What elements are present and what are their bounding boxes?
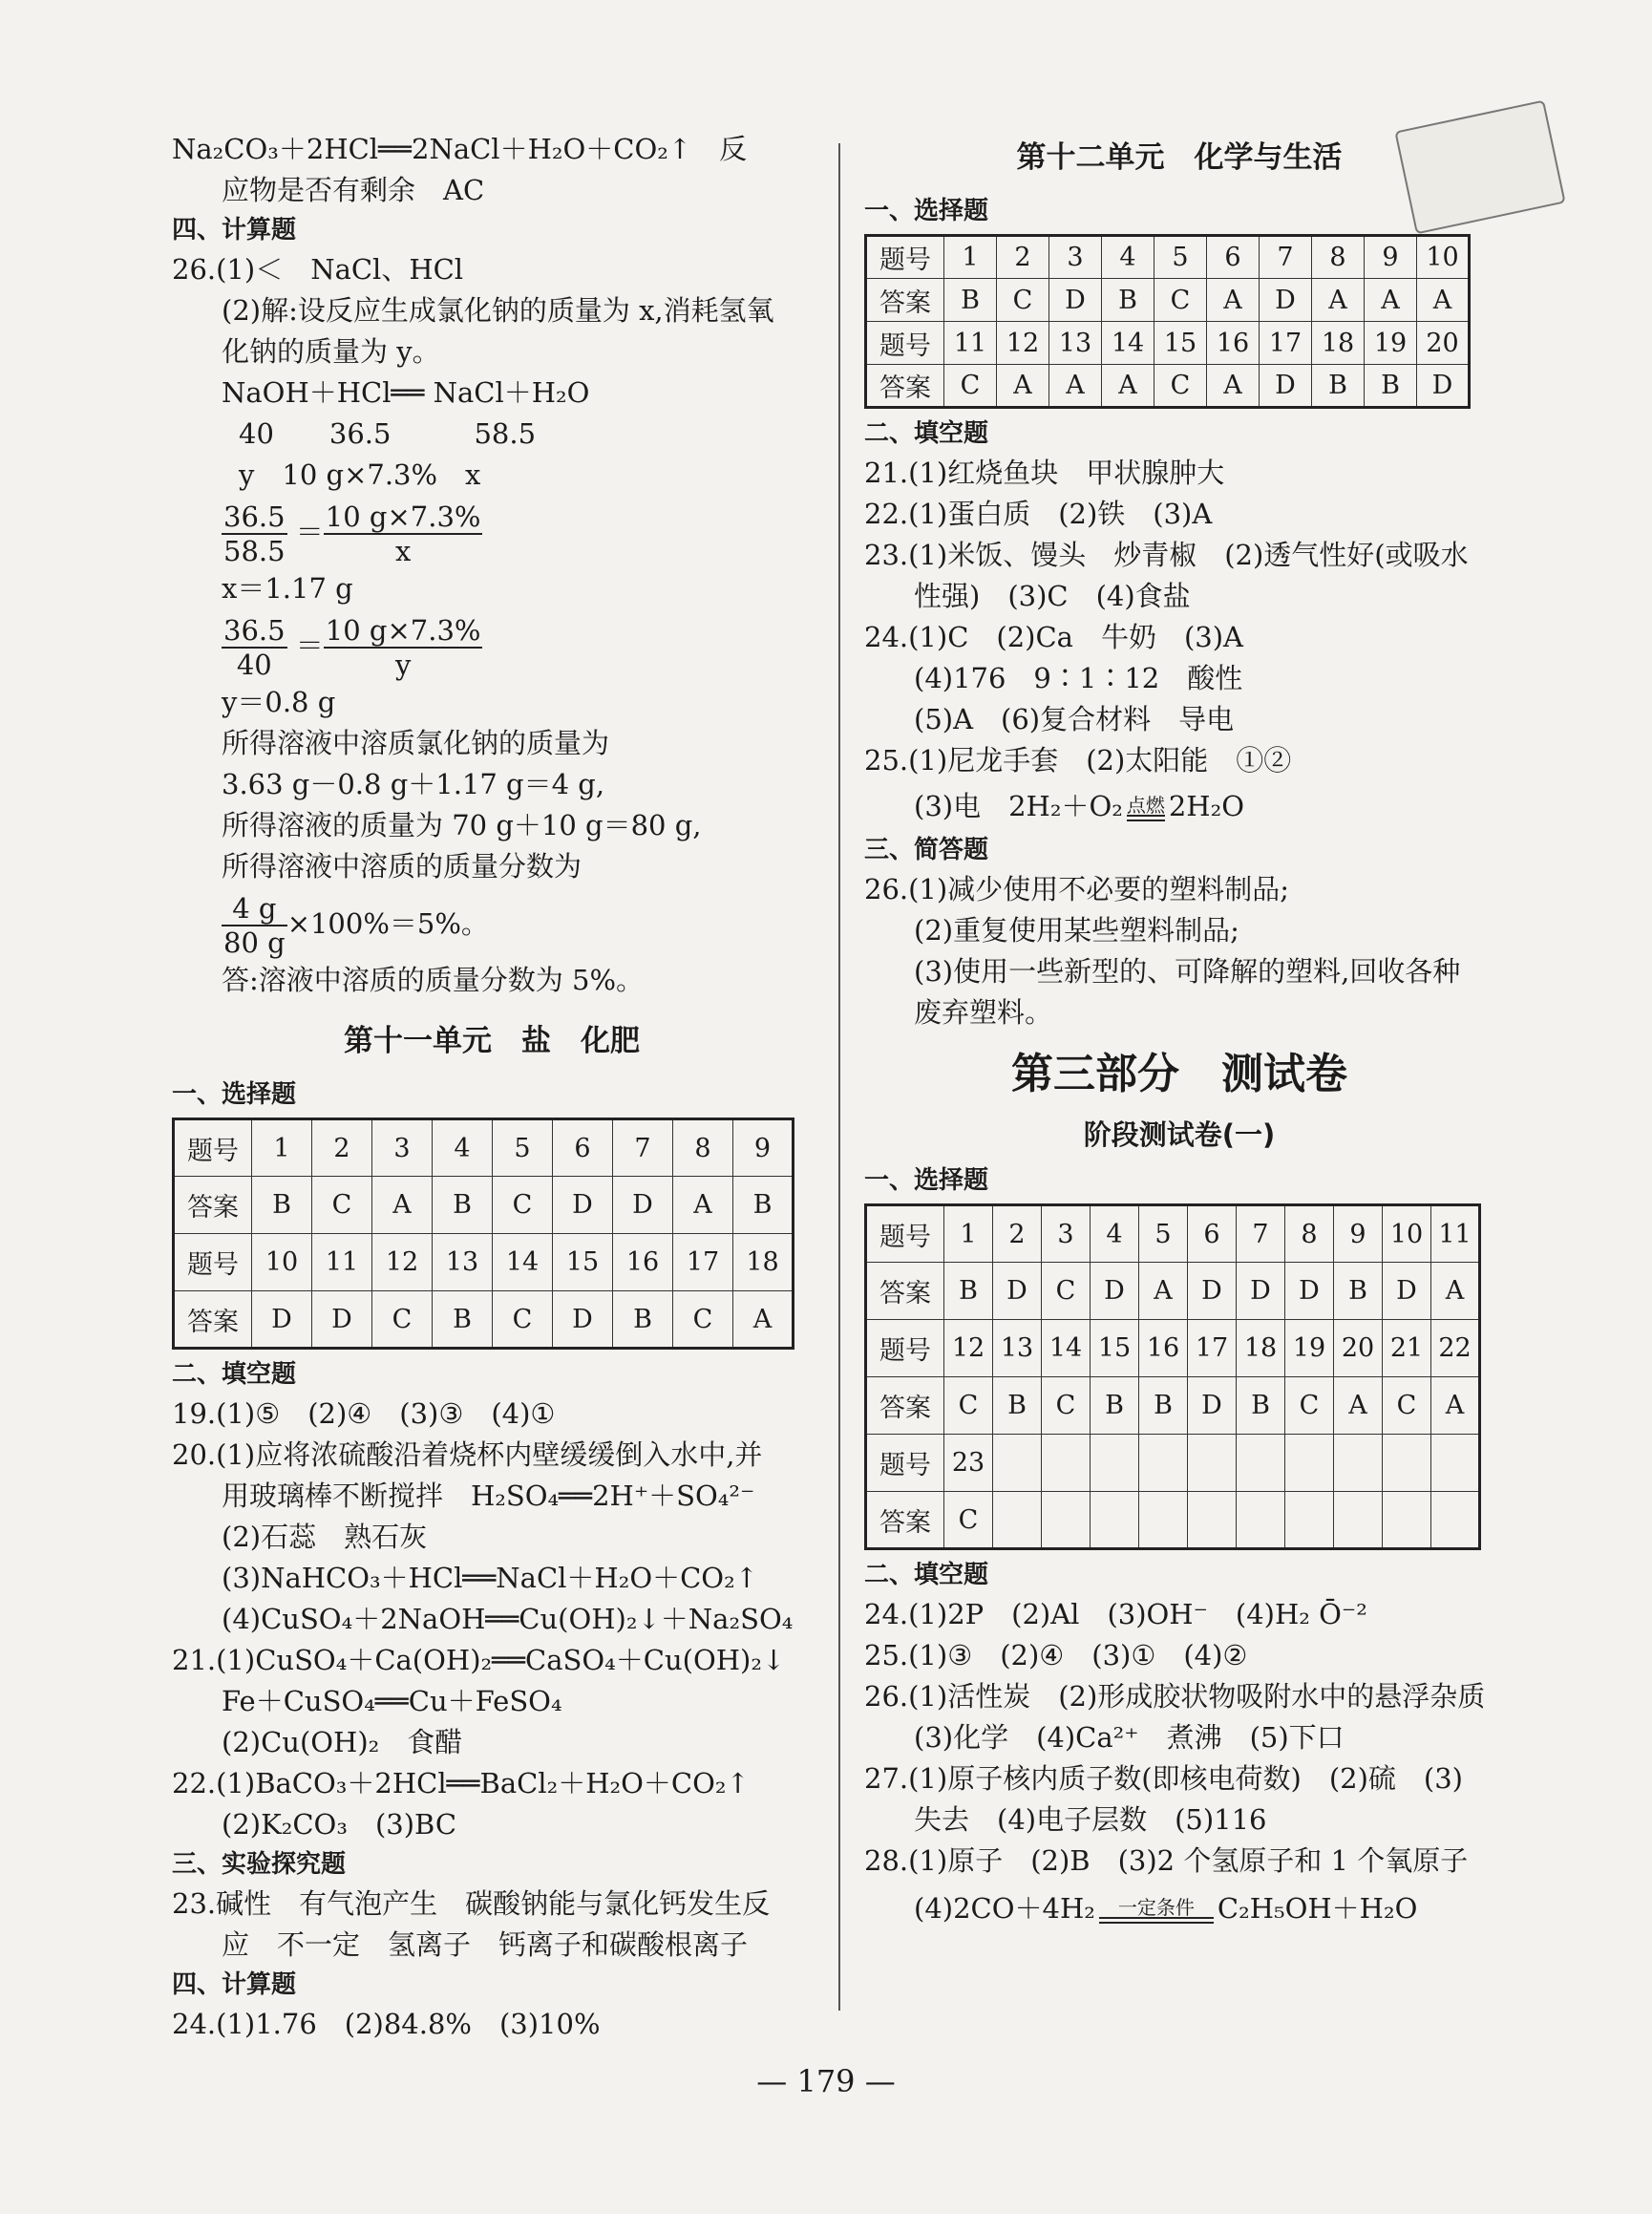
- table-cell: [1334, 1435, 1383, 1492]
- unit-title: 第十一单元 盐 化肥: [344, 1024, 640, 1058]
- table-row: [866, 1435, 1480, 1492]
- table-cell: 17: [1260, 322, 1312, 365]
- table-cell: B: [733, 1177, 794, 1234]
- table-cell: 10: [1383, 1205, 1431, 1263]
- table-cell: B: [252, 1177, 312, 1234]
- table-cell: 8: [1285, 1205, 1334, 1263]
- table-cell: C: [372, 1291, 433, 1349]
- table-cell: 5: [1139, 1205, 1188, 1263]
- table-cell: B: [993, 1377, 1042, 1435]
- table-cell: A: [1207, 365, 1260, 408]
- text-line: 23.碱性 有气泡产生 碳酸钠能与氯化钙发生反: [172, 1887, 771, 1920]
- table-cell: 19: [1285, 1320, 1334, 1377]
- text-line: 化钠的质量为 y。: [222, 335, 440, 368]
- table-cell: C: [944, 1492, 993, 1549]
- text-line: 所得溶液中溶质氯化钠的质量为: [222, 727, 610, 759]
- table-row-header: 题号: [174, 1119, 252, 1177]
- table-cell: [1431, 1492, 1480, 1549]
- table-row: [866, 236, 1470, 279]
- table-cell: A: [673, 1177, 733, 1234]
- table-cell: C: [673, 1291, 733, 1349]
- page-number-value: 179: [796, 2063, 856, 2099]
- table-cell: 21: [1383, 1320, 1431, 1377]
- equation-right: 2H₂O: [1168, 790, 1245, 822]
- table-cell: A: [1312, 279, 1365, 322]
- table-cell: D: [1383, 1263, 1431, 1320]
- fraction-denominator: 40: [236, 649, 272, 681]
- table-cell: 4: [1091, 1205, 1139, 1263]
- text-line: 所得溶液中溶质的质量分数为: [222, 850, 582, 883]
- table-cell: D: [553, 1177, 613, 1234]
- text-line: (3)使用一些新型的、可降解的塑料,回收各种: [914, 955, 1461, 988]
- text-line: y 10 g×7.3% x: [239, 458, 481, 491]
- table-cell: D: [1188, 1377, 1237, 1435]
- section-title: 一、选择题: [172, 1080, 297, 1109]
- text-line: 26.(1)＜ NaCl、HCl: [172, 253, 464, 286]
- table-cell: 14: [1102, 322, 1154, 365]
- fraction-numerator: 10 g×7.3%: [325, 500, 481, 533]
- answer-table: [864, 1203, 1481, 1550]
- table-row-header: 答案: [866, 1492, 944, 1549]
- table-cell: 17: [1188, 1320, 1237, 1377]
- reaction-condition: 点燃: [1126, 793, 1165, 817]
- table-cell: 6: [1207, 236, 1260, 279]
- text-line: (2)K₂CO₃ (3)BC: [222, 1808, 457, 1841]
- table-cell: [1383, 1435, 1431, 1492]
- section-title: 二、填空题: [864, 419, 989, 448]
- table-cell: 15: [1091, 1320, 1139, 1377]
- table-cell: 8: [673, 1119, 733, 1177]
- table-cell: A: [1365, 279, 1417, 322]
- table-cell: 1: [944, 236, 997, 279]
- section-title: 二、填空题: [172, 1360, 297, 1389]
- table-cell: 11: [944, 322, 997, 365]
- text-line: 26.(1)活性炭 (2)形成胶状物吸附水中的悬浮杂质: [864, 1680, 1486, 1713]
- text-line: 应物是否有剩余 AC: [222, 174, 485, 206]
- table-cell: 13: [993, 1320, 1042, 1377]
- equation-line: [864, 1882, 1494, 1935]
- table-cell: C: [997, 279, 1049, 322]
- table-cell: [1285, 1435, 1334, 1492]
- table-cell: 22: [1431, 1320, 1480, 1377]
- table-cell: C: [1285, 1377, 1334, 1435]
- table-cell: 6: [1188, 1205, 1237, 1263]
- text-line: (4)CuSO₄＋2NaOH══Cu(OH)₂↓＋Na₂SO₄: [222, 1603, 794, 1635]
- table-cell: A: [733, 1291, 794, 1349]
- table-cell: 5: [493, 1119, 553, 1177]
- section-title: 三、实验探究题: [172, 1850, 347, 1879]
- fraction-denominator: 80 g: [223, 926, 286, 959]
- table-cell: A: [1334, 1377, 1383, 1435]
- table-row: [174, 1234, 794, 1291]
- table-cell: 14: [1042, 1320, 1091, 1377]
- table-cell: D: [613, 1177, 673, 1234]
- text-line: 22.(1)蛋白质 (2)铁 (3)A: [864, 498, 1213, 530]
- text-line: 40 36.5 58.5: [239, 417, 537, 450]
- fraction-numerator: 36.5: [223, 500, 286, 533]
- table-cell: B: [1091, 1377, 1139, 1435]
- test-title: 阶段测试卷(一): [1083, 1118, 1276, 1151]
- table-row: [866, 1320, 1480, 1377]
- part-title: 第三部分 测试卷: [1011, 1050, 1347, 1098]
- table-cell: A: [1102, 365, 1154, 408]
- fraction-denominator: y: [394, 649, 412, 681]
- fraction-numerator: 36.5: [223, 614, 286, 647]
- table-cell: A: [1417, 279, 1470, 322]
- table-cell: A: [1431, 1377, 1480, 1435]
- table-row: [174, 1119, 794, 1177]
- table-row-header: 答案: [174, 1177, 252, 1234]
- table-cell: 11: [312, 1234, 372, 1291]
- text-line: 28.(1)原子 (2)B (3)2 个氢原子和 1 个氧原子: [864, 1844, 1469, 1877]
- table-cell: B: [1365, 365, 1417, 408]
- table-cell: [1042, 1435, 1091, 1492]
- text-line: 所得溶液的质量为 70 g＋10 g＝80 g,: [222, 809, 702, 841]
- table-cell: D: [1285, 1263, 1334, 1320]
- table-cell: 6: [553, 1119, 613, 1177]
- table-cell: 3: [372, 1119, 433, 1177]
- text-line: 24.(1)2P (2)Al (3)OH⁻ (4)H₂ Ō⁻²: [864, 1598, 1367, 1630]
- equation-left: (3)电 2H₂＋O₂: [914, 790, 1123, 822]
- table-cell: B: [944, 1263, 993, 1320]
- table-row-header: 答案: [866, 279, 944, 322]
- left-column: [172, 129, 812, 2045]
- table-cell: 3: [1042, 1205, 1091, 1263]
- table-cell: D: [1260, 365, 1312, 408]
- table-cell: D: [1260, 279, 1312, 322]
- table-cell: [1139, 1435, 1188, 1492]
- text-line: 26.(1)减少使用不必要的塑料制品;: [864, 873, 1289, 905]
- table-row-header: 题号: [866, 1435, 944, 1492]
- table-cell: B: [1237, 1377, 1285, 1435]
- table-row: [866, 365, 1470, 408]
- equation-right: C₂H₅OH＋H₂O: [1217, 1892, 1418, 1925]
- column-divider: [838, 143, 840, 2011]
- table-row: [866, 1263, 1480, 1320]
- text-line: (3)化学 (4)Ca²⁺ 煮沸 (5)下口: [914, 1721, 1345, 1754]
- table-cell: B: [433, 1291, 493, 1349]
- table-cell: 23: [944, 1435, 993, 1492]
- table-cell: 12: [372, 1234, 433, 1291]
- text-line: 性强) (3)C (4)食盐: [914, 580, 1191, 612]
- table-row-header: 题号: [866, 1205, 944, 1263]
- text-line: (2)重复使用某些塑料制品;: [914, 914, 1239, 947]
- table-cell: D: [553, 1291, 613, 1349]
- table-cell: [1383, 1492, 1431, 1549]
- text-line: 应 不一定 氢离子 钙离子和碳酸根离子: [222, 1928, 749, 1961]
- text-line: (3)NaHCO₃＋HCl══NaCl＋H₂O＋CO₂↑: [222, 1562, 759, 1594]
- right-column: [864, 129, 1494, 1935]
- section-title: 一、选择题: [864, 197, 989, 225]
- table-cell: D: [1188, 1263, 1237, 1320]
- table-row-header: 题号: [866, 322, 944, 365]
- fraction-denominator: x: [394, 535, 412, 567]
- table-cell: 2: [993, 1205, 1042, 1263]
- fraction-tail: ×100%＝5%。: [286, 907, 489, 940]
- table-row: [866, 279, 1470, 322]
- table-cell: D: [252, 1291, 312, 1349]
- table-cell: [1285, 1492, 1334, 1549]
- fraction-equation: $\frac{36.5}{58.5}$ ＝ $\frac{10 g\times 7.3\%}{x}$: [223, 500, 481, 567]
- table-cell: C: [1042, 1263, 1091, 1320]
- table-cell: [1091, 1492, 1139, 1549]
- table-cell: [1188, 1435, 1237, 1492]
- text-line: 24.(1)1.76 (2)84.8% (3)10%: [172, 2008, 601, 2040]
- table-cell: D: [993, 1263, 1042, 1320]
- text-line: 27.(1)原子核内质子数(即核电荷数) (2)硫 (3): [864, 1762, 1463, 1795]
- table-cell: [1237, 1492, 1285, 1549]
- text-line: y＝0.8 g: [222, 686, 336, 718]
- table-cell: 12: [997, 322, 1049, 365]
- text-line: 22.(1)BaCO₃＋2HCl══BaCl₂＋H₂O＋CO₂↑: [172, 1767, 750, 1799]
- table-cell: 2: [997, 236, 1049, 279]
- reaction-condition: 一定条件: [1117, 1895, 1195, 1919]
- table-cell: 1: [252, 1119, 312, 1177]
- text-line: (2)石蕊 熟石灰: [222, 1521, 428, 1553]
- text-line: 25.(1)尼龙手套 (2)太阳能 ①②: [864, 744, 1292, 777]
- text-line: x＝1.17 g: [222, 572, 353, 605]
- table-cell: 1: [944, 1205, 993, 1263]
- table-cell: B: [1312, 365, 1365, 408]
- text-line: 废弃塑料。: [914, 996, 1053, 1029]
- text-line: 21.(1)CuSO₄＋Ca(OH)₂══CaSO₄＋Cu(OH)₂↓: [172, 1644, 786, 1676]
- text-line: NaOH＋HCl══ NaCl＋H₂O: [222, 376, 590, 409]
- table-cell: [993, 1492, 1042, 1549]
- fraction-equation: [172, 887, 812, 960]
- text-line: 23.(1)米饭、馒头 炒青椒 (2)透气性好(或吸水: [864, 539, 1469, 571]
- table-cell: 15: [1154, 322, 1207, 365]
- table-cell: 13: [1049, 322, 1102, 365]
- table-cell: 13: [433, 1234, 493, 1291]
- fraction-numerator: 10 g×7.3%: [325, 614, 481, 647]
- table-cell: 18: [1312, 322, 1365, 365]
- table-cell: B: [944, 279, 997, 322]
- section-title: 四、计算题: [172, 1970, 297, 1999]
- table-cell: A: [372, 1177, 433, 1234]
- table-cell: 8: [1312, 236, 1365, 279]
- text-line: 3.63 g－0.8 g＋1.17 g＝4 g,: [222, 768, 605, 800]
- text-line: 25.(1)③ (2)④ (3)① (4)②: [864, 1639, 1248, 1671]
- text-line: Na₂CO₃＋2HCl══2NaCl＋H₂O＋CO₂↑ 反: [172, 133, 748, 165]
- table-cell: [1042, 1492, 1091, 1549]
- table-cell: D: [1417, 365, 1470, 408]
- table-cell: 19: [1365, 322, 1417, 365]
- table-cell: D: [312, 1291, 372, 1349]
- text-line: 21.(1)红烧鱼块 甲状腺肿大: [864, 457, 1225, 489]
- table-cell: C: [1154, 365, 1207, 408]
- table-cell: [1334, 1492, 1383, 1549]
- text-line: 24.(1)C (2)Ca 牛奶 (3)A: [864, 621, 1243, 653]
- text-line: (2)解:设反应生成氯化钠的质量为 x,消耗氢氧: [222, 294, 774, 327]
- table-cell: B: [1102, 279, 1154, 322]
- table-cell: [1091, 1435, 1139, 1492]
- table-cell: 7: [613, 1119, 673, 1177]
- table-cell: C: [944, 365, 997, 408]
- table-row: [174, 1177, 794, 1234]
- text-line: (5)A (6)复合材料 导电: [914, 703, 1235, 735]
- table-cell: 9: [1334, 1205, 1383, 1263]
- table-cell: C: [944, 1377, 993, 1435]
- equation-line: [864, 781, 1494, 831]
- text-line: 20.(1)应将浓硫酸沿着烧杯内壁缓缓倒入水中,并: [172, 1438, 763, 1471]
- table-cell: D: [1049, 279, 1102, 322]
- table-row: [174, 1291, 794, 1349]
- table-row-header: 题号: [866, 1320, 944, 1377]
- table-row-header: 答案: [866, 365, 944, 408]
- table-cell: C: [493, 1291, 553, 1349]
- table-cell: 16: [1207, 322, 1260, 365]
- table-cell: 11: [1431, 1205, 1480, 1263]
- table-row-header: 答案: [174, 1291, 252, 1349]
- table-cell: A: [1207, 279, 1260, 322]
- table-cell: 18: [733, 1234, 794, 1291]
- table-cell: A: [1049, 365, 1102, 408]
- table-cell: B: [433, 1177, 493, 1234]
- answer-line: 答:溶液中溶质的质量分数为 5%。: [222, 964, 644, 996]
- section-title: 三、简答题: [864, 836, 989, 864]
- table-cell: 20: [1334, 1320, 1383, 1377]
- table-cell: 10: [252, 1234, 312, 1291]
- text-line: 失去 (4)电子层数 (5)116: [914, 1803, 1267, 1836]
- table-cell: [1237, 1435, 1285, 1492]
- table-cell: 10: [1417, 236, 1470, 279]
- table-cell: 16: [1139, 1320, 1188, 1377]
- section-title: 二、填空题: [864, 1561, 989, 1589]
- table-cell: B: [1139, 1377, 1188, 1435]
- table-row: [866, 1377, 1480, 1435]
- text-line: (4)176 9∶1∶12 酸性: [914, 662, 1243, 694]
- fraction-equation: $\frac{36.5}{40}$ ＝ $\frac{10 g\times 7.3\%}{y}$: [223, 614, 481, 681]
- table-cell: D: [1091, 1263, 1139, 1320]
- table-cell: C: [1042, 1377, 1091, 1435]
- table-cell: 9: [733, 1119, 794, 1177]
- table-cell: 12: [944, 1320, 993, 1377]
- table-cell: B: [613, 1291, 673, 1349]
- text-line: 用玻璃棒不断搅拌 H₂SO₄══2H⁺＋SO₄²⁻: [222, 1480, 755, 1512]
- table-cell: 5: [1154, 236, 1207, 279]
- unit-title: 第十二单元 化学与生活: [1016, 140, 1343, 175]
- answer-table: [864, 234, 1471, 409]
- table-row-header: 答案: [866, 1377, 944, 1435]
- table-cell: [993, 1435, 1042, 1492]
- section-title: 一、选择题: [864, 1166, 989, 1195]
- equation-left: (4)2CO＋4H₂: [914, 1892, 1095, 1925]
- table-cell: C: [1383, 1377, 1431, 1435]
- table-cell: 17: [673, 1234, 733, 1291]
- table-cell: C: [493, 1177, 553, 1234]
- table-cell: 15: [553, 1234, 613, 1291]
- table-cell: 9: [1365, 236, 1417, 279]
- text-line: Fe＋CuSO₄══Cu＋FeSO₄: [222, 1685, 562, 1717]
- fraction-numerator: 4 g: [222, 892, 287, 926]
- table-cell: C: [312, 1177, 372, 1234]
- table-cell: 16: [613, 1234, 673, 1291]
- table-cell: [1188, 1492, 1237, 1549]
- table-cell: A: [997, 365, 1049, 408]
- table-cell: C: [1154, 279, 1207, 322]
- section-title: 四、计算题: [172, 216, 297, 245]
- table-row-header: 题号: [174, 1234, 252, 1291]
- table-cell: D: [1237, 1263, 1285, 1320]
- table-cell: B: [1334, 1263, 1383, 1320]
- page-number: — 179 —: [756, 2063, 896, 2099]
- table-cell: A: [1139, 1263, 1188, 1320]
- table-cell: 14: [493, 1234, 553, 1291]
- table-row-header: 题号: [866, 236, 944, 279]
- table-row: [866, 1205, 1480, 1263]
- table-cell: [1139, 1492, 1188, 1549]
- table-row-header: 答案: [866, 1263, 944, 1320]
- text-line: 19.(1)⑤ (2)④ (3)③ (4)①: [172, 1397, 556, 1430]
- table-cell: 4: [1102, 236, 1154, 279]
- table-cell: 4: [433, 1119, 493, 1177]
- table-cell: 2: [312, 1119, 372, 1177]
- table-cell: 7: [1260, 236, 1312, 279]
- table-cell: 20: [1417, 322, 1470, 365]
- table-row: [866, 1492, 1480, 1549]
- table-cell: A: [1431, 1263, 1480, 1320]
- table-cell: [1431, 1435, 1480, 1492]
- table-cell: 7: [1237, 1205, 1285, 1263]
- table-row: [866, 322, 1470, 365]
- table-cell: 3: [1049, 236, 1102, 279]
- table-cell: 18: [1237, 1320, 1285, 1377]
- text-line: (2)Cu(OH)₂ 食醋: [222, 1726, 463, 1758]
- answer-table: [172, 1118, 794, 1350]
- fraction-denominator: 58.5: [223, 535, 286, 567]
